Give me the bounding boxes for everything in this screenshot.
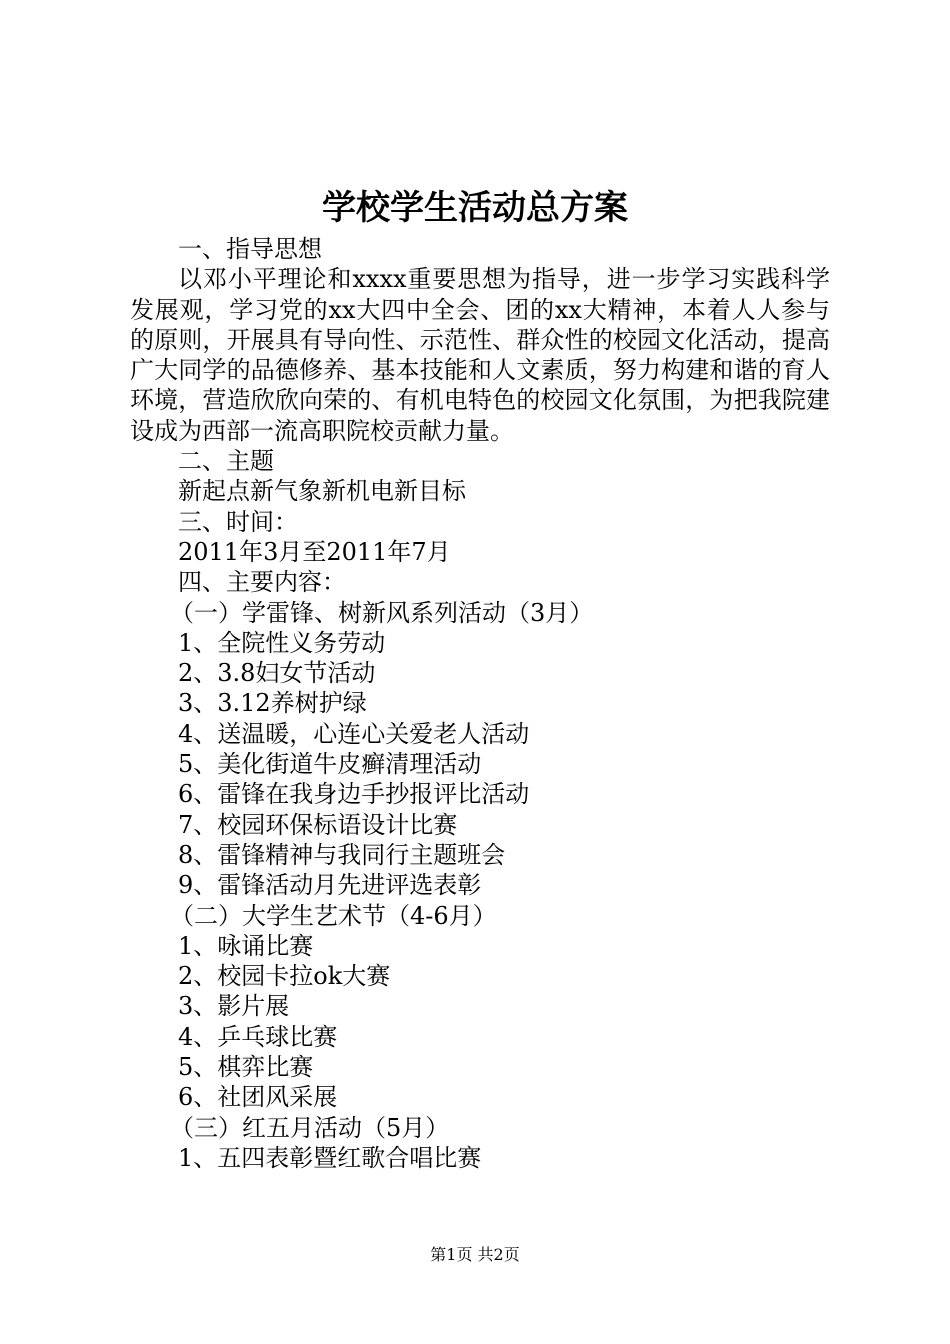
document-title: 学校学生活动总方案 [322, 188, 628, 228]
group-heading-1: （一）学雷锋、树新风系列活动（3月） [170, 598, 594, 627]
section-heading-guiding: 一、指导思想 [178, 235, 322, 263]
list-item: 4、送温暖，心连心关爱老人活动 [178, 719, 530, 748]
list-item: 5、棋弈比赛 [178, 1053, 314, 1082]
list-item: 8、雷锋精神与我同行主题班会 [178, 840, 506, 869]
guiding-paragraph: 以邓小平理论和xxxx重要思想为指导，进一步学习实践科学发展观，学习党的xx大四中全会、团的xx大精神，本着人人参与的原则，开展具有导向性、示范性、群众性的校园文化活动，提高广大同学的品德修养、基本技能和人文素质，努力构建和谐的育人环境，营造欣欣向荣的、有机电特色的校园文化氛围，为把我院建设成为西部一流高职院校贡献力量。 [130, 265, 830, 445]
section-heading-time: 三、时间： [178, 507, 298, 536]
theme-text: 新起点新气象新机电新目标 [178, 477, 466, 506]
section-heading-content: 四、主要内容： [178, 568, 346, 597]
list-item: 2、校园卡拉ok大赛 [178, 962, 391, 991]
list-item: 1、咏诵比赛 [178, 931, 314, 960]
list-item: 1、五四表彰暨红歌合唱比赛 [178, 1143, 482, 1172]
list-item: 7、校园环保标语设计比赛 [178, 810, 458, 839]
list-item: 5、美化街道牛皮癣清理活动 [178, 750, 482, 779]
group-heading-3: （三）红五月活动（5月） [170, 1113, 450, 1142]
list-item: 1、全院性义务劳动 [178, 628, 386, 657]
list-item: 2、3.8妇女节活动 [178, 659, 376, 688]
time-text: 2011年3月至2011年7月 [178, 537, 451, 566]
list-item: 6、社团风采展 [178, 1083, 338, 1112]
document-body [130, 234, 830, 1173]
list-item: 4、乒乓球比赛 [178, 1022, 338, 1051]
section-heading-theme: 二、主题 [178, 447, 274, 476]
page-footer: 第1页 共2页 [430, 1245, 520, 1264]
list-item: 3、影片展 [178, 992, 290, 1021]
list-item: 9、雷锋活动月先进评选表彰 [178, 871, 482, 900]
group-heading-2: （二）大学生艺术节（4-6月） [170, 901, 497, 930]
list-item: 3、3.12养树护绿 [178, 689, 367, 718]
list-item: 6、雷锋在我身边手抄报评比活动 [178, 780, 530, 809]
